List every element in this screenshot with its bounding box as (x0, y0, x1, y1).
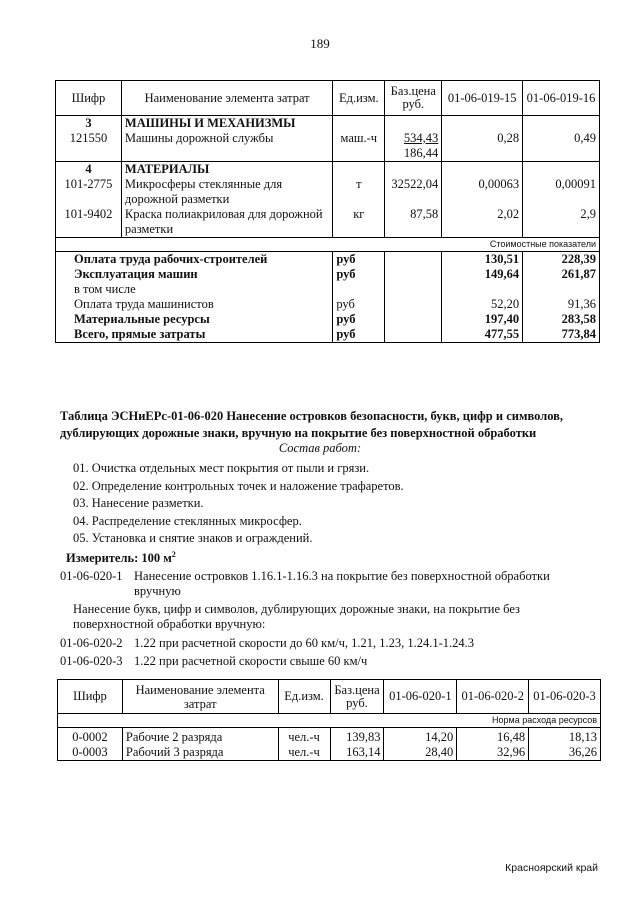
header-code: Шифр (56, 81, 122, 116)
row-value: 2,9 (580, 207, 596, 221)
item-code: 01-06-020-3 (60, 654, 123, 668)
works-list (73, 460, 404, 548)
header-unit: Ед.изм. (333, 81, 385, 116)
header-price: Баз.цена руб. (385, 81, 442, 116)
resources-table-020 (57, 679, 601, 761)
row-value: 28,40 (384, 745, 457, 761)
norm-caption: Норма расхода ресурсов (492, 715, 597, 725)
works-heading: Состав работ: (278, 441, 362, 455)
summary-label: Материальные ресурсы (56, 312, 333, 327)
summary-label: Оплата труда рабочих-строителей (56, 252, 333, 268)
row-value: 36,26 (568, 745, 597, 759)
row-code: 0-0002 (58, 728, 123, 746)
item-code: 01-06-020-2 (60, 636, 123, 650)
header-name: Наименование элемента затрат (122, 680, 278, 714)
section-number: 4 (56, 162, 122, 178)
list-item: 03. Нанесение разметки. (73, 496, 204, 510)
summary-value: 477,55 (442, 327, 523, 343)
summary-value: 91,36 (567, 297, 596, 311)
row-unit: чел.-ч (278, 728, 330, 746)
row-name: Рабочие 2 разряда (122, 728, 278, 746)
row-price: 139,83 (330, 728, 384, 746)
summary-label: Эксплуатация машин (56, 267, 333, 282)
summary-unit: руб (333, 327, 385, 343)
row-code: 101-9402 (56, 207, 122, 238)
row-code: 121550 (56, 131, 122, 162)
row-value: 0,28 (442, 131, 523, 162)
summary-unit: руб (333, 252, 385, 268)
row-unit: чел.-ч (278, 745, 330, 761)
list-item: 02. Определение контрольных точек и наложение трафаретов. (73, 478, 404, 493)
summary-unit: руб (333, 297, 385, 312)
summary-value: 52,20 (442, 297, 523, 312)
page-number: 189 (310, 36, 330, 51)
header-price: Баз.цена руб. (330, 680, 384, 714)
header-col-3: 01-06-020-3 (529, 680, 601, 714)
summary-value: 197,40 (442, 312, 523, 327)
summary-value: 283,58 (561, 312, 596, 326)
row-value: 0,49 (574, 131, 596, 145)
section-number: 3 (56, 116, 122, 132)
row-value: 0,00091 (555, 177, 596, 191)
row-value: 16,48 (457, 728, 529, 746)
row-price: 534,43 186,44 (385, 131, 442, 162)
resources-table-019 (55, 80, 600, 343)
row-name: Микросферы стеклянные для дорожной разметки (121, 177, 332, 207)
cost-caption: Стоимостные показатели (489, 239, 596, 249)
meter-label: Измеритель: 100 $м^2$ (66, 550, 176, 566)
header-col-16: 01-06-019-16 (523, 81, 600, 116)
row-value: 14,20 (384, 728, 457, 746)
row-price: 87,58 (385, 207, 442, 238)
table-title: Таблица ЭСНиЕРс-01-06-020 Нанесение островков безопасности, букв, цифр и символов, дублирующих дорожные знаки, вручную на покрытие без поверхностной обработки (60, 409, 564, 440)
paragraph: Нанесение букв, цифр и символов, дублирующих дорожные знаки, на покрытие без поверхностной обработки вручную: (73, 602, 520, 631)
header-col-1: 01-06-020-1 (384, 680, 457, 714)
row-unit: кг (333, 207, 385, 238)
summary-value: 228,39 (561, 252, 596, 266)
row-price: 32522,04 (385, 177, 442, 207)
row-code: 0-0003 (58, 745, 123, 761)
row-unit: т (333, 177, 385, 207)
summary-value: 773,84 (561, 327, 596, 341)
header-code: Шифр (58, 680, 123, 714)
summary-value: 130,51 (442, 252, 523, 268)
row-value: 2,02 (442, 207, 523, 238)
list-item: 01. Очистка отдельных мест покрытия от пыли и грязи. (73, 461, 370, 475)
section-title: МАШИНЫ И МЕХАНИЗМЫ (121, 116, 332, 132)
summary-value: 261,87 (561, 267, 596, 281)
row-name: Рабочий 3 разряда (122, 745, 278, 761)
row-value: 0,00063 (442, 177, 523, 207)
summary-label: Всего, прямые затраты (56, 327, 333, 343)
item-text: 1.22 при расчетной скорости свыше 60 км/ч (134, 654, 368, 668)
list-item: 05. Установка и снятие знаков и ограждений. (73, 531, 313, 545)
header-name: Наименование элемента затрат (121, 81, 332, 116)
summary-value: 149,64 (442, 267, 523, 282)
summary-unit: руб (333, 312, 385, 327)
item-code: 01-06-020-1 (60, 569, 123, 583)
row-name: Машины дорожной службы (121, 131, 332, 162)
list-item: 04. Распределение стеклянных микросфер. (73, 513, 302, 528)
item-text: Нанесение островков 1.16.1-1.16.3 на покрытие без поверхностной обработки вручную (134, 569, 550, 598)
item-text: 1.22 при расчетной скорости до 60 км/ч, 1.21, 1.23, 1.24.1-1.24.3 (134, 636, 475, 650)
summary-label: Оплата труда машинистов (56, 297, 333, 312)
summary-label: в том числе (56, 282, 333, 297)
header-unit: Ед.изм. (278, 680, 330, 714)
row-name: Краска полиакриловая для дорожной разметки (121, 207, 332, 238)
row-price: 163,14 (330, 745, 384, 761)
row-value: 32,96 (457, 745, 529, 761)
row-code: 101-2775 (56, 177, 122, 207)
footer-region: Красноярский край (505, 862, 598, 874)
header-col-2: 01-06-020-2 (457, 680, 529, 714)
row-unit: маш.-ч (333, 131, 385, 162)
header-col-15: 01-06-019-15 (442, 81, 523, 116)
summary-unit: руб (333, 267, 385, 282)
section-title: МАТЕРИАЛЫ (121, 162, 332, 178)
row-value: 18,13 (568, 730, 597, 744)
